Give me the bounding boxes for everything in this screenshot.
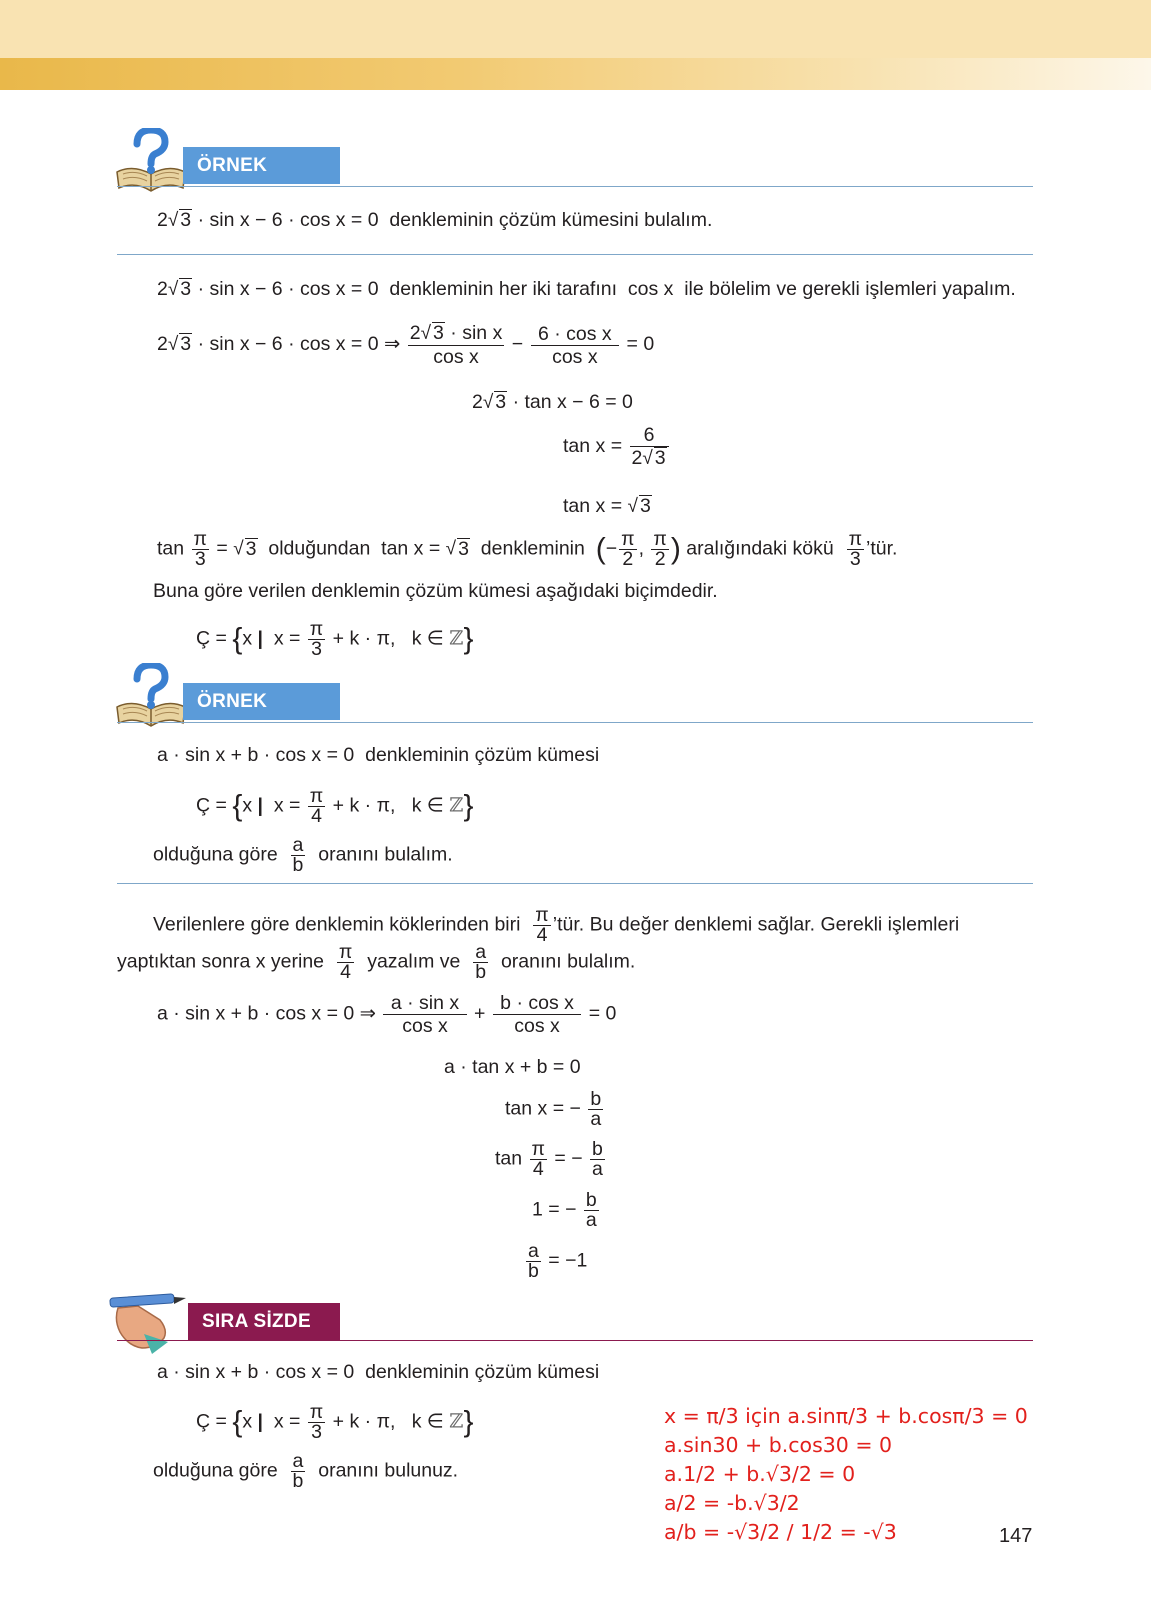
given-3: olduğuna göre $\frac{a}{b}$ oranını bulunuz. xyxy=(153,1450,459,1492)
handwritten-note-1: x = π/3 için a.sinπ/3 + b.cosπ/3 = 0 xyxy=(664,1404,1028,1428)
solution-text-2a: Verilenlere göre denklemin köklerinden biri $\frac{\pi}{4}$ ’tür. Bu değer denklemi sağlar. Gerekli işlemleri xyxy=(153,904,960,946)
header-rule-2 xyxy=(117,722,1033,723)
problem-1: 2√ 3 · sin x − 6 · cos x = 0 denkleminin çözüm kümesini bulalım. xyxy=(157,209,713,231)
divider-2 xyxy=(117,883,1033,884)
header-rule-1 xyxy=(117,186,1033,187)
summary-1: Buna göre verilen denklemin çözüm kümesi aşağıdaki biçimdedir. xyxy=(153,580,718,602)
equation-2-step-1: a · sin x + b · cos x = 0 ⇒ $\frac{\text{a · sin x}}{\text{cos x}}$ + $\frac{\text{b · cos x}}{\text{cos x}}$ = 0 xyxy=(157,992,617,1037)
solution-set-1: Ç = {x | x = $\frac{\pi}{3}$ + k · π, k ∈ ℤ} xyxy=(196,618,474,660)
equation-step-4: tan x = √ 3 xyxy=(563,495,651,517)
hand-pen-icon xyxy=(108,1290,188,1356)
equation-step-3: tan x = $\frac{6}{2√ 3}$ xyxy=(563,424,671,470)
solution-set-3: Ç = {x | x = $\frac{\pi}{3}$ + k · π, k ∈ ℤ} xyxy=(196,1401,474,1443)
solution-set-2: Ç = {x | x = $\frac{\pi}{4}$ + k · π, k ∈ ℤ} xyxy=(196,785,474,827)
top-band xyxy=(0,0,1151,58)
problem-2: a · sin x + b · cos x = 0 denkleminin çözüm kümesi xyxy=(157,744,600,766)
header-rule-3 xyxy=(117,1340,1033,1341)
equation-step-1: 2√ 3 · sin x − 6 · cos x = 0 ⇒ $\frac{\text{2√ 3 · sin x}}{\text{cos x}}$ − $\frac{\text{6 · cos x}}{\text{cos x}}$ = 0 xyxy=(157,322,655,368)
problem-3: a · sin x + b · cos x = 0 denkleminin çözüm kümesi xyxy=(157,1361,600,1383)
solution-intro-1: 2√ 3 · sin x − 6 · cos x = 0 denkleminin her iki tarafını cos x ile bölelim ve gerekli işlemleri yapalım. xyxy=(157,278,1016,300)
handwritten-note-5: a/b = -√3/2 / 1/2 = -√3 xyxy=(664,1520,897,1544)
practice-header: SIRA SİZDE xyxy=(188,1303,340,1340)
equation-2-step-6: $\frac{a}{b}$ = −1 xyxy=(528,1240,588,1282)
equation-2-step-4: tan $\frac{\pi}{4}$ = − $\frac{b}{a}$ xyxy=(495,1138,603,1180)
handwritten-note-2: a.sin30 + b.cos30 = 0 xyxy=(664,1433,893,1457)
given-2: olduğuna göre $\frac{a}{b}$ oranını bulalım. xyxy=(153,834,453,876)
conclusion-1: tan $\frac{\pi}{3}$ = √ 3 olduğundan tan x = √ 3 denkleminin (− $\frac{\pi}{2}$ , $\frac{\pi}{2}$ ) aralığındaki kökü $\frac{\pi}{3}$ ’tür. xyxy=(157,528,898,570)
equation-2-step-2: a · tan x + b = 0 xyxy=(444,1056,581,1078)
book-question-icon xyxy=(115,663,187,729)
example-header-2: ÖRNEK xyxy=(183,683,340,720)
book-question-icon xyxy=(115,128,187,194)
divider-1 xyxy=(117,254,1033,255)
top-gradient-band xyxy=(0,58,1151,90)
page-number: 147 xyxy=(999,1525,1033,1547)
equation-2-step-3: tan x = − $\frac{b}{a}$ xyxy=(505,1088,602,1130)
solution-text-2b: yaptıktan sonra x yerine $\frac{\pi}{4}$ yazalım ve $\frac{a}{b}$ oranını bulalım. xyxy=(117,941,636,983)
example-header-1: ÖRNEK xyxy=(183,147,340,184)
equation-step-2: 2√ 3 · tan x − 6 = 0 xyxy=(472,391,633,413)
handwritten-note-4: a/2 = -b.√3/2 xyxy=(664,1491,800,1515)
handwritten-note-3: a.1/2 + b.√3/2 = 0 xyxy=(664,1462,856,1486)
equation-2-step-5: 1 = − $\frac{b}{a}$ xyxy=(532,1189,597,1231)
